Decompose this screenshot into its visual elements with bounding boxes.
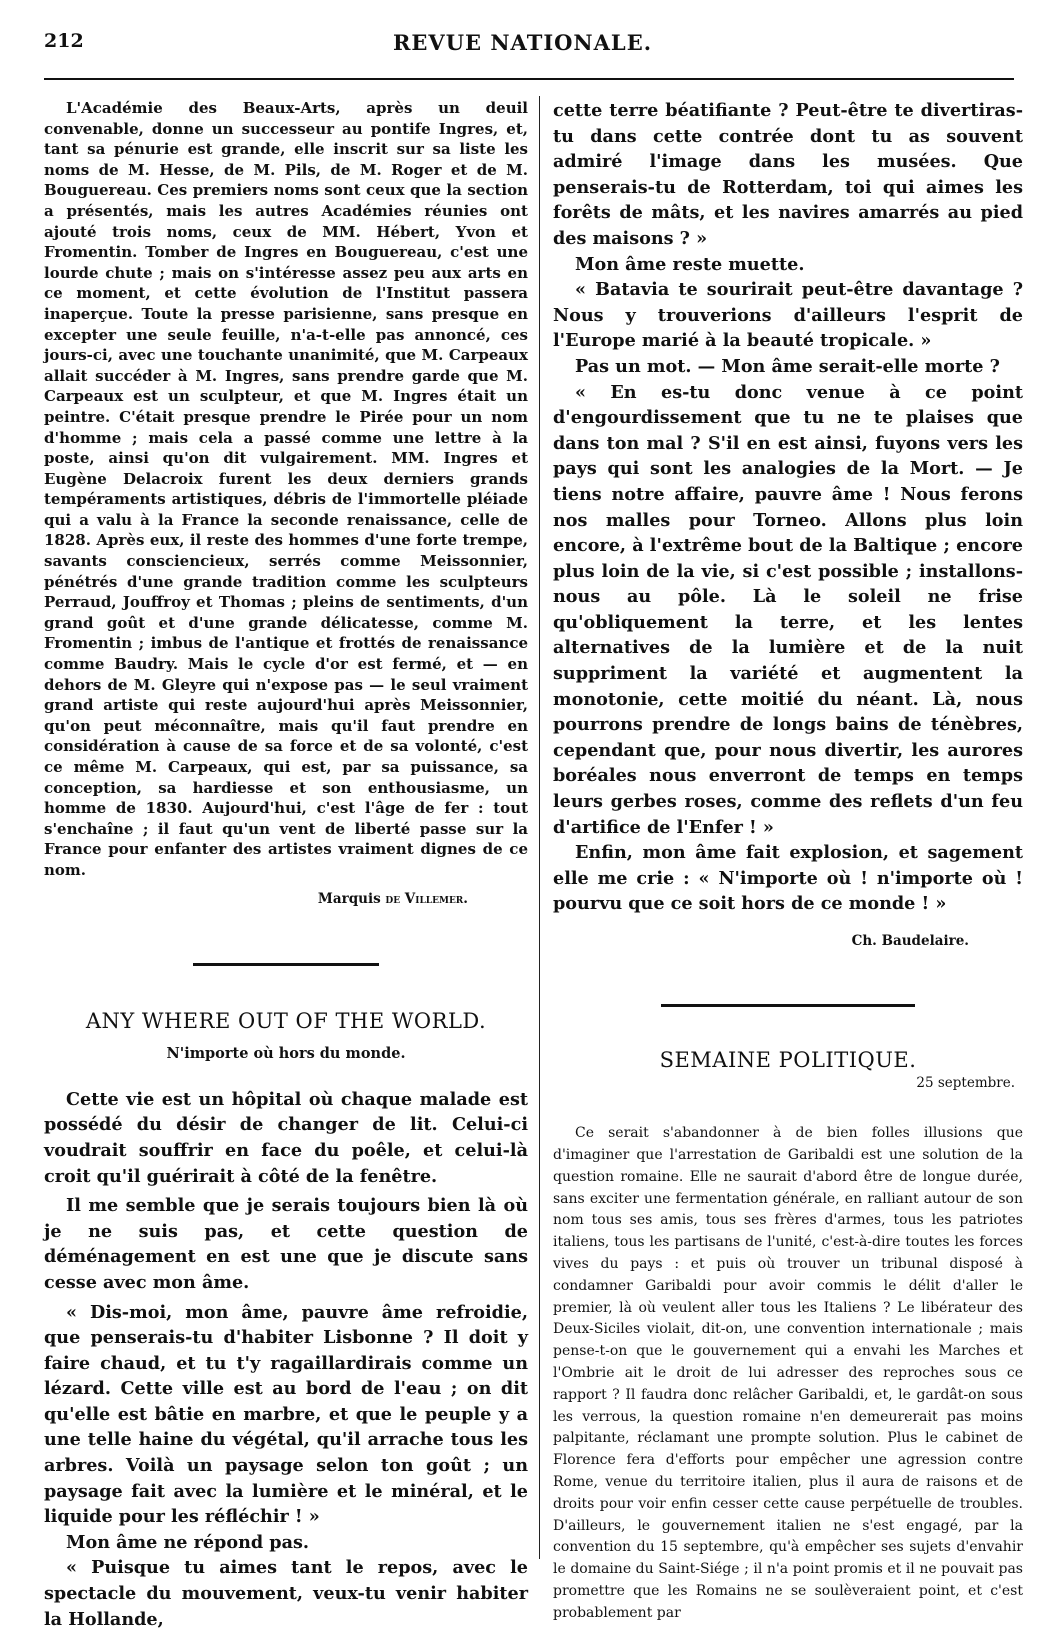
villemer-signature-prefix: Marquis bbox=[317, 890, 381, 907]
villemer-signature bbox=[44, 889, 528, 910]
poem-text-right bbox=[553, 98, 1023, 917]
poem-paragraph: « Batavia te sourirait peut-être davantage ? Nous y trouverions d'ailleurs l'esprit de l'Europe marié à la beauté tropicale. » bbox=[553, 279, 1023, 352]
poem-subtitle: N'importe où hors du monde. bbox=[166, 1045, 406, 1063]
poem-title: ANY WHERE OUT OF THE WORLD. bbox=[85, 1009, 487, 1034]
column-divider bbox=[539, 96, 540, 1559]
poem-paragraph: cette terre béatifiante ? Peut-être te divertiras-tu dans cette contrée dont tu as souvent admiré l'image dans les musées. Que penserais-tu de Rotterdam, toi qui aimes les forêts de mâts, et les navires amarrés au pied des maisons ? » bbox=[553, 100, 1023, 249]
header-rule bbox=[44, 78, 1014, 80]
right-column bbox=[553, 98, 1023, 1625]
poem-paragraph: Cette vie est un hôpital où chaque malade est possédé du désir de changer de lit. Celui-ci voudrait souffrir en face du poêle, et celui-là croit qu'il guérirait à côté de la fenêtre. bbox=[44, 1088, 528, 1187]
poem-paragraph: « Puisque tu aimes tant le repos, avec le spectacle du mouvement, veux-tu venir habiter la Hollande, bbox=[44, 1557, 528, 1630]
left-column bbox=[44, 98, 528, 1632]
poem-paragraph: Il me semble que je serais toujours bien là où je ne suis pas, et cette question de déménagement en est une que je discute sans cesse avec mon âme. bbox=[44, 1195, 528, 1293]
baudelaire-signature: Ch. Baudelaire. bbox=[851, 933, 969, 949]
politics-title: SEMAINE POLITIQUE. bbox=[659, 1047, 917, 1072]
poem-paragraph: Pas un mot. — Mon âme serait-elle morte ? bbox=[575, 355, 1000, 377]
poem-paragraph: Mon âme reste muette. bbox=[575, 253, 805, 275]
poem-paragraph: Mon âme ne répond pas. bbox=[66, 1531, 310, 1553]
page-header bbox=[0, 0, 1045, 80]
poem-paragraph: « En es-tu donc venue à ce point d'engourdissement que tu ne te plaises que dans ton mal ? S'il en est ainsi, fuyons vers les pays qui sont les analogies de la Mort. — Je tiens notre affaire, pauvre âme ! Nous ferons nos malles pour Torneo. Allons plus loin encore, à l'extrême bout de la Baltique ; encore plus loin de la vie, si c'est possible ; installons-nous au pôle. Là le soleil ne frise qu'obliquement la terre, et les lentes alternatives de la lumière et de la nuit suppriment la variété et augmentent la monotonie, cette moitié du néant. Là, nous pourrons prendre de longs bains de ténèbres, cependant que, pour nous divertir, les aurores boréales nous enverront de temps en temps leurs gerbes roses, comme des reflets d'un feu d'artifice de l'Enfer ! » bbox=[553, 381, 1023, 838]
running-title: REVUE NATIONALE. bbox=[392, 30, 653, 55]
page-number: 212 bbox=[44, 30, 84, 52]
politics-date: 25 septembre. bbox=[916, 1074, 1015, 1091]
poem-paragraph: Enfin, mon âme fait explosion, et sagement elle me crie : « N'importe où ! n'importe où ! pourvu que ce soit hors de ce monde ! » bbox=[553, 842, 1023, 915]
poem-text-left bbox=[44, 1087, 528, 1632]
villemer-article-text: L'Académie des Beaux-Arts, après un deuil convenable, donne un successeur au pontife Ingres, et, tant sa pénurie est grande, elle inscrit sur sa liste les noms de M. Hesse, de M. Pils, de M. Roger et de M. Bouguereau. Ces premiers noms sont ceux que la section a présentés, mais les autres Académies réunies ont ajouté trois noms, ceux de MM. Hébert, Yvon et Fromentin. Tomber de Ingres en Bouguereau, c'est une lourde chute ; mais on s'intéresse assez peu aux arts en ce moment, et cette évolution de l'Institut passera inaperçue. Toute la presse parisienne, sans presque en excepter une seule feuille, n'a-t-elle pas annoncé, ces jours-ci, avec une touchante unanimité, que M. Carpeaux allait succéder à M. Ingres, sans prendre garde que M. Carpeaux est un sculpteur, et que M. Ingres était un peintre. C'était presque prendre le Pirée pour un nom d'homme ; mais cela a passé comme une lettre à la poste, ainsi qu'on dit vulgairement. MM. Ingres et Eugène Delacroix furent les deux derniers grands tempéraments artistiques, débris de l'immortelle pléiade qui a valu à la France la seconde renaissance, celle de 1828. Après eux, il reste des hommes d'une forte trempe, savants consciencieux, serrés comme Meissonnier, pénétrés d'une grande tradition comme les sculpteurs Perraud, Jouffroy et Thomas ; pleins de sentiments, d'un grand goût et d'une grande délicatesse, comme M. Fromentin ; imbus de l'antique et frottés de renaissance comme Baudry. Mais le cycle d'or est fermé, et — en dehors de M. Gleyre qui n'expose pas — le seul vraiment grand artiste qui reste aujourd'hui après Meissonnier, qu'on peut méconnaître, mais qu'il faut prendre en considération à cause de sa force et de sa volonté, c'est ce même M. Carpeaux, qui est, par sa puissance, sa conception, sa hardiesse et son enthousiasme, un homme de 1830. Aujourd'hui, c'est l'âge de fer : tout s'enchaîne ; il faut qu'un vent de liberté passe sur la France pour enfanter des artistes vraiment dignes de ce nom. bbox=[44, 99, 528, 879]
villemer-signature-name: de Villemer. bbox=[385, 890, 468, 907]
politics-text: Ce serait s'abandonner à de bien folles illusions que d'imaginer que l'arrestation de Garibaldi est une solution de la question romaine. Elle ne saurait d'abord être de longue durée, sans exciter une fermentation générale, en ralliant autour de son nom tous ses amis, tous ses frères d'armes, tous les patriotes italiens, tous les partisans de l'unité, c'est-à-dire toutes les forces vives du pays : et puis où trouver un tribunal disposé à condamner Garibaldi pour avoir commis le délit d'aller le premier, là où veulent aller tous les Italiens ? Le libérateur des Deux-Siciles violait, dit-on, une convention internationale ; mais pense-t-on que le gouvernement qui a envahi les Marches et l'Ombrie ait le droit de lui adresser des reproches sous ce rapport ? Il faudra donc relâcher Garibaldi, et, le gardât-on sous les verrous, la question romaine n'en demeurerait pas moins palpitante, réclamant une prompte solution. Plus le cabinet de Florence fera d'efforts pour empêcher une agression contre Rome, venue du territoire italien, plus il aura de raisons et de droits pour voir enfin cesser cette cause perpétuelle de troubles. D'ailleurs, le gouvernement italien ne s'est engagé, par la convention du 15 septembre, qu'à empêcher ses sujets d'envahir le domaine du Saint-Siége ; il n'a point promis et il ne pouvait pas promettre que les Romains ne se soulèveraient point, et c'est probablement par bbox=[553, 1125, 1023, 1621]
poem-paragraph: « Dis-moi, mon âme, pauvre âme refroidie, que penserais-tu d'habiter Lisbonne ? Il doit y faire chaud, et tu t'y ragaillardirais comme un lézard. Cette ville est au bord de l'eau ; on dit qu'elle est bâtie en marbre, et que le peuple y a une telle haine du végétal, qu'il arrache tous les arbres. Voilà un paysage selon ton goût ; un paysage fait avec la lumière et le minéral, et le liquide pour les réfléchir ! » bbox=[44, 1301, 528, 1528]
